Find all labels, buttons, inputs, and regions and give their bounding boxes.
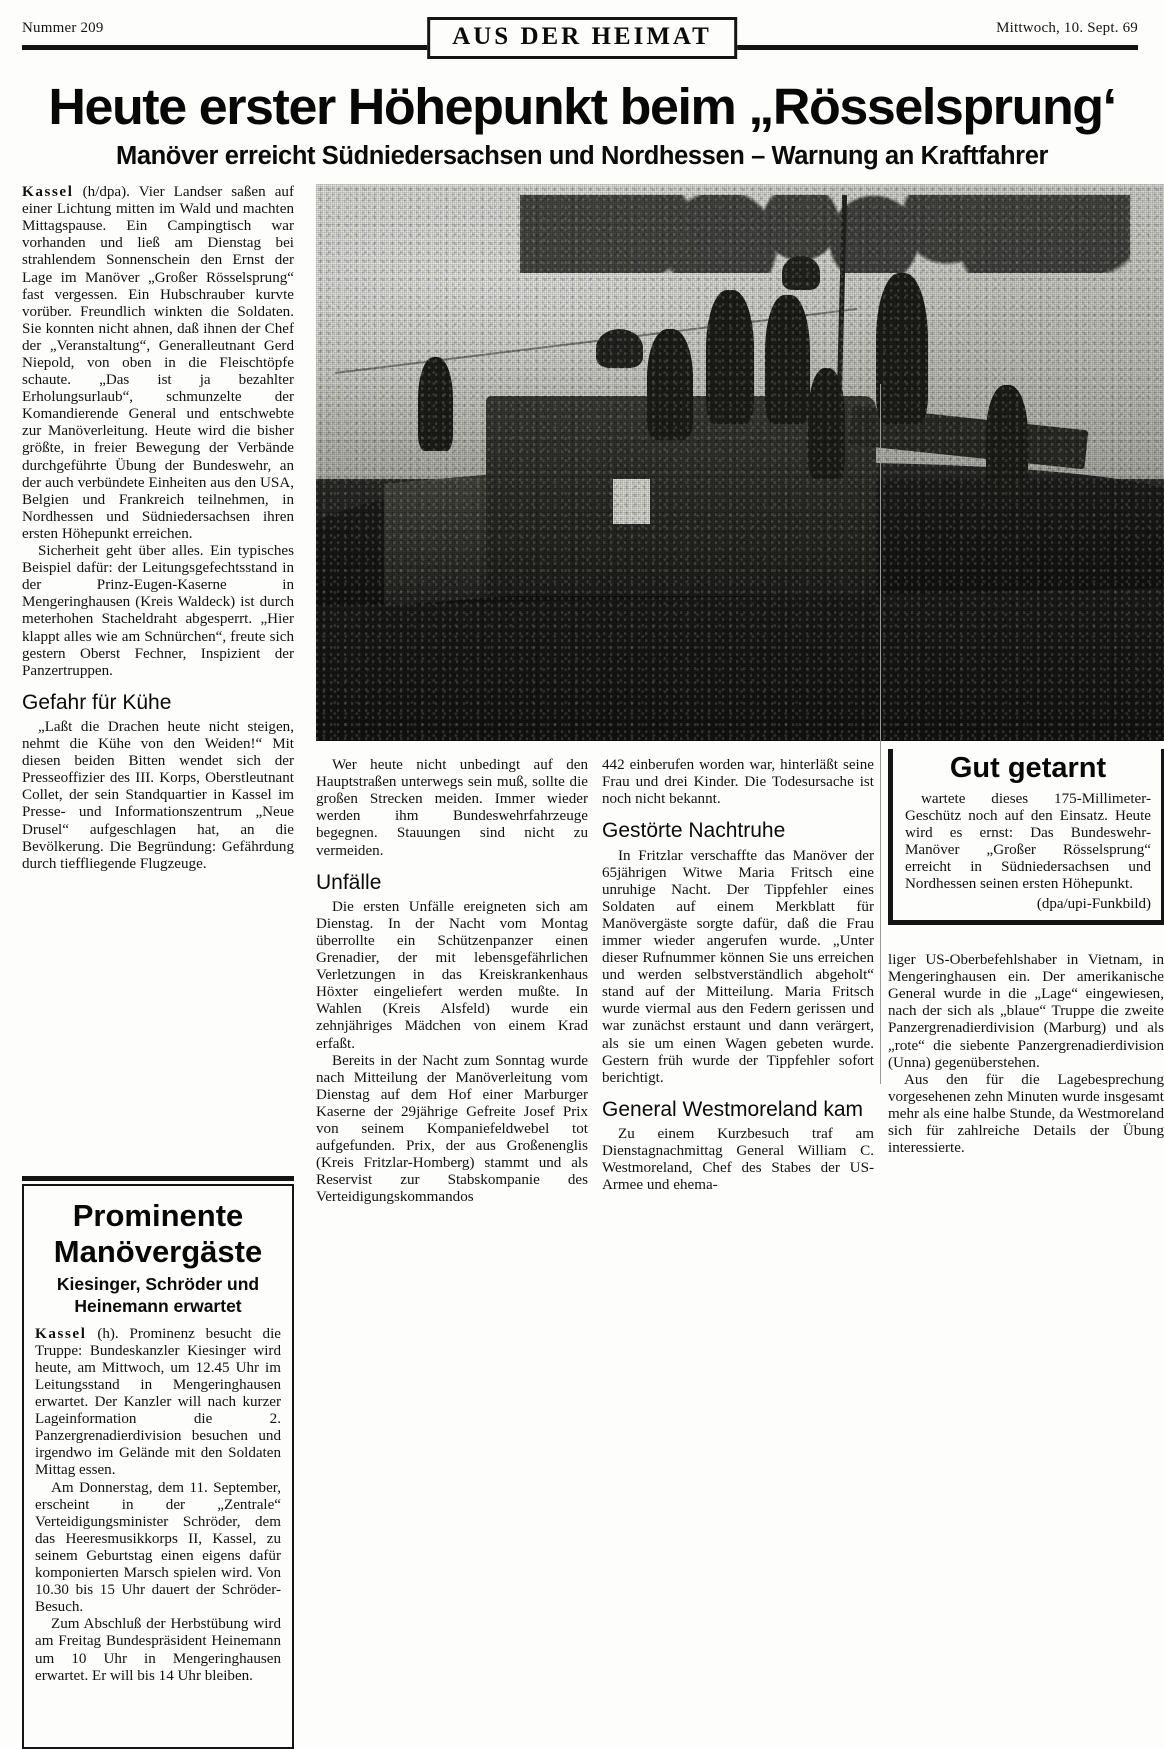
paragraph	[35, 1326, 281, 1480]
column-rule	[880, 384, 881, 1084]
section-heading-general-westmoreland-kam: General Westmoreland kam	[602, 1097, 864, 1121]
section-title: AUS DER HEIMAT	[452, 23, 712, 50]
boxed-article-title: Prominente Manövergäste	[53, 1198, 263, 1270]
boxed-article-subtitle: Kiesinger, Schröder und Heinemann erwartet	[56, 1273, 260, 1316]
main-headline: Heute erster Höhepunkt beim „Rösselsprung‘	[48, 78, 1116, 135]
paragraph: „Laßt die Drachen heute nicht steigen, nehmt die Kühe von den Weiden!“ Mit diesen beiden Bitten wendet sich der Presseoffizier des III. Korps, Oberstleutnant Collet, der sein Standquartier in Kassel im Presse- und Informationszentrum „Neue Drusel“ aufgeschlagen hat, an die Bevölkerung. Die Begründung: Gefährdung durch tieffliegende Flugzeuge.	[22, 718, 294, 872]
paragraph: 442 einberufen worden war, hinterläßt seine Frau und drei Kinder. Die Todesursache ist noch nicht bekannt.	[602, 757, 874, 808]
paragraph: Sicherheit geht über alles. Ein typisches Beispiel dafür: der Leitungsgefechtsstand in der Prinz-Eugen-Kaserne in Mengeringhausen (Kreis Waldeck) ist durch meterhohen Stacheldraht abgesperrt. „Hier klappt alles wie am Schnürchen“, freute sich gestern Oberst Fechner, Inspizient der Panzertruppen.	[22, 543, 294, 679]
boxed-article-top-rule	[22, 1176, 294, 1181]
paragraph: Die ersten Unfälle ereigneten sich am Dienstag. In der Nacht vom Montag überrollte ein Schützenpanzer einen Grenadier, der mit lebensgefährlichen Verletzungen in das Kreiskrankenhaus Höxter eingeliefert werden mußte. In Wahlen (Kreis Alsfeld) wurde ein zehnjähriges Mädchen von einem Krad erfaßt.	[316, 898, 588, 1052]
photo-credit: (dpa/upi-Funkbild)	[1036, 895, 1151, 912]
lead-paragraph	[22, 184, 294, 543]
paragraph: Wer heute nicht unbedingt auf den Hauptstraßen unterwegs sein muß, sollte die großen Strecken meiden. Immer wieder werden ihm Bundeswehrfahrzeuge begegnen. Stauungen sind nicht zu vermeiden.	[316, 757, 588, 859]
caption-text: wartete dieses 175-Millimeter-Geschütz noch auf den Einsatz. Heute wird es ernst: Das Bundeswehr-Manöver „Großer Rösselsprung“ erreicht in Südniedersachsen und Nordhessen seinen ersten Höhepunkt.	[905, 790, 1151, 893]
column-three	[602, 757, 874, 1194]
masthead	[16, 18, 1148, 66]
publication-date: Mittwoch, 10. Sept. 69	[996, 20, 1138, 36]
photo-halftone-dots	[316, 184, 1164, 741]
paragraph: Zum Abschluß der Herbstübung wird am Freitag Bundespräsident Heinemann um 10 Uhr in Mengeringhausen erwartet. Er will bis 14 Uhr bleiben.	[35, 1616, 281, 1684]
manoeuvre-photo	[316, 184, 1164, 741]
section-heading-gestoerte-nachtruhe: Gestörte Nachtruhe	[602, 819, 786, 843]
photo-inner	[316, 184, 1164, 741]
column-two	[316, 757, 588, 1206]
column-four	[888, 952, 1164, 1157]
paragraph: Zu einem Kurzbesuch traf am Dienstagnachmittag General William C. Westmoreland, Chef des Stabes der US-Armee und ehema-	[602, 1125, 874, 1194]
sub-headline: Manöver erreicht Südniedersachsen und Nordhessen – Warnung an Kraftfahrer	[116, 142, 1048, 171]
caption-title: Gut getarnt	[949, 752, 1107, 785]
paragraph: liger US-Oberbefehlshaber in Vietnam, in Mengeringhausen ein. Der amerikanische General wurde in die „Lage“ eingewiesen, nach der sich als „blaue“ Truppe die zweite Panzergrenadierdivision (Marburg) und als „rote“ die siebente Panzergrenadierdivision (Unna) gegenüberstehen.	[888, 952, 1164, 1071]
section-heading-unfaelle: Unfälle	[316, 870, 382, 894]
dateline: Kassel	[35, 1325, 87, 1342]
paragraph: Aus den für die Lagebesprechung vorgesehenen zehn Minuten wurde insgesamt mehr als eine halbe Stunde, da Westmoreland sich für zahlreiche Details der Übung interessierte.	[888, 1071, 1164, 1157]
caption-box-gut-getarnt	[888, 749, 1164, 924]
section-heading-gefahr-fuer-kuehe: Gefahr für Kühe	[22, 690, 172, 714]
dateline: Kassel	[22, 184, 74, 201]
article-body	[16, 184, 1164, 1684]
paragraph: Am Donnerstag, dem 11. September, erscheint in der „Zentrale“ Verteidigungsminister Schröder, dem das Heeresmusikkorps II, Kassel, zu seinem Geburtstag einen eigens dafür komponierten Marsch spielen wird. Von 10.30 bis 15 Uhr dauert der Schröder-Besuch.	[35, 1479, 281, 1616]
paragraph: In Fritzlar verschaffte das Manöver der 65jährigen Witwe Maria Fritsch eine unruhige Nacht. Der Tippfehler eines Soldaten auf einem Merkblatt für Manövergäste sorgte dafür, daß die Frau immer wieder angerufen wurde. „Unter dieser Rufnummer können Sie uns erreichen und werden selbstverständlich abgeholt“ stand auf der Mitteilung. Maria Fritsch wurde viermal aus den Federn gerissen und war zunächst erstaunt und dann verärgert, als sie um einen Wagen gebeten wurde. Gestern früh wurde der Tippfehler sofort berichtigt.	[602, 847, 874, 1086]
boxed-article-prominente-manoevergaeste	[22, 1184, 294, 1749]
lead-text: (h/dpa). Vier Landser saßen auf einer Lichtung mitten im Wald und machten Mittagspause. Ein Campingtisch war vorhanden und ließ am Dienstag bei strahlendem Sonnenschein den Ernst der Lage im Manöver „Großer Rösselsprung“ fast vergessen. Ein Hubschrauber kurvte vorüber. Freundlich winkten die Soldaten. Sie konnten nicht ahnen, daß ihnen der Chef der „Veranstaltung“, Generalleutnant Gerd Niepold, von oben in die Fleischtöpfe schaute. „Das ist ja bezahlter Erholungsurlaub“, schmunzelte der Komandierende General und entschwebte zur Manöverleitung. Heute wird die bisher größte, in freier Bewegung der Verbände durchgeführte Übung der Bundeswehr, an der auch verbündete Einheiten aus den USA, Belgien und Frankreich teilnehmen, in Nordhessen und Südniedersachsen ihren ersten Höhepunkt erreichen.	[22, 184, 294, 542]
paragraph-text: (h). Prominenz besucht die Truppe: Bundeskanzler Kiesinger wird heute, am Mittwoch, um 12.45 Uhr im Leitungsstand in Mengeringhausen erwartet. Der Kanzler will nach kurzer Lageinformation die 2. Panzergrenadierdivision besuchen und irgendwo im Gelände mit den Soldaten Mittag essen.	[35, 1325, 281, 1479]
paragraph: Bereits in der Nacht zum Sonntag wurde nach Mitteilung der Manöverleitung vom Dienstag auf dem Hof einer Marburger Kaserne der 29jährige Gefreite Josef Prix von seinem Kompaniefeldwebel tot aufgefunden. Prix, der aus Großenenglis (Kreis Fritzlar-Homberg) stammt und als Reservist zur Stabskompanie des Verteidigungskommandos	[316, 1052, 588, 1206]
section-title-box	[427, 17, 737, 59]
issue-number: Nummer 209	[22, 20, 104, 36]
column-one	[22, 184, 294, 873]
